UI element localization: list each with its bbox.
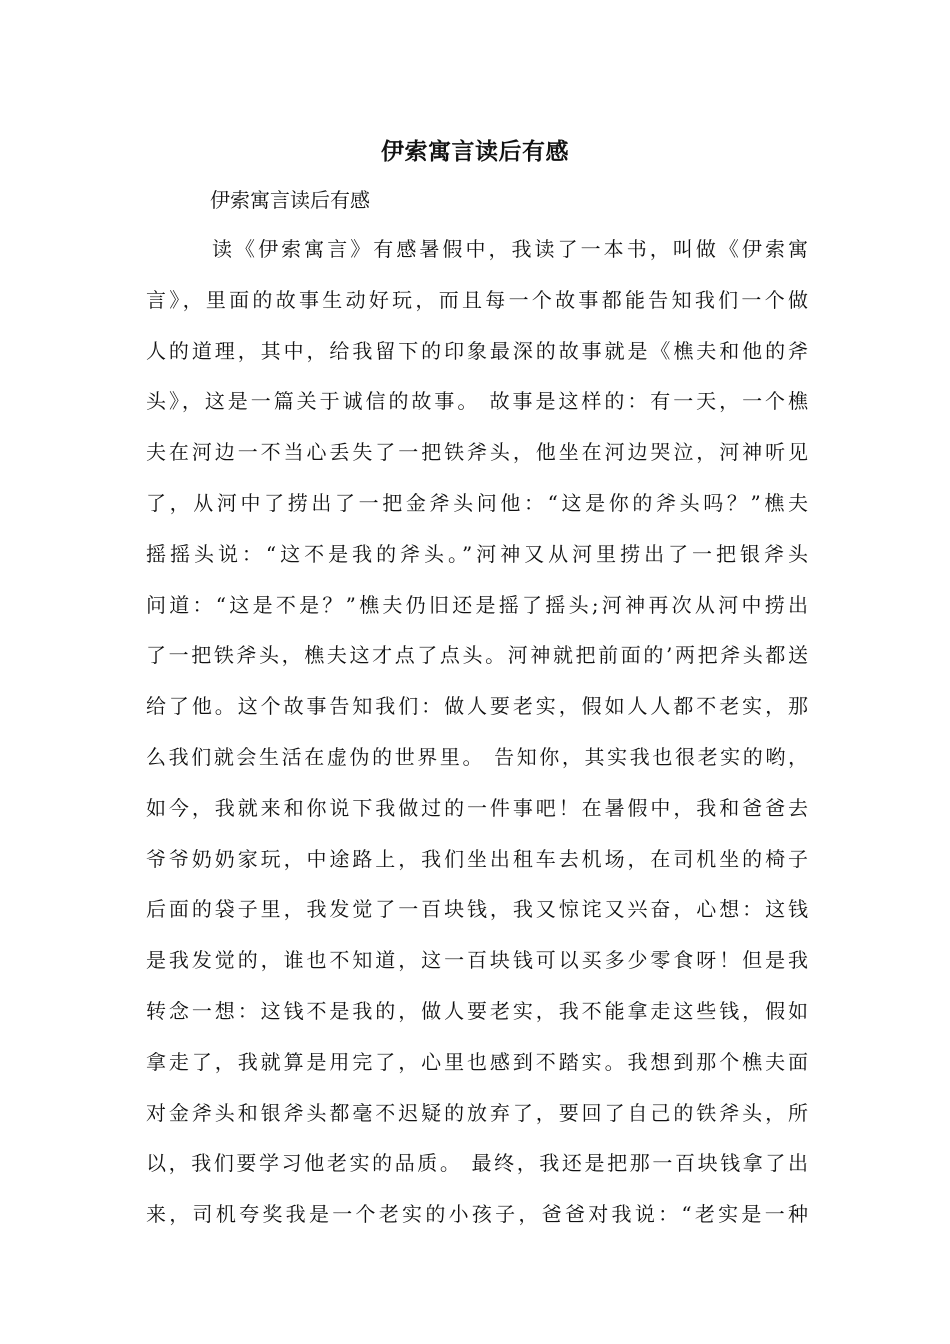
body-line: 对金斧头和银斧头都毫不迟疑的放弃了，要回了自己的铁斧头，所 [146,1100,808,1125]
body-line: 么我们就会生活在虚伪的世界里。 告知你，其实我也很老实的哟， [146,744,808,769]
body-line: 夫在河边一不当心丢失了一把铁斧头，他坐在河边哭泣，河神听见 [146,440,808,465]
body-line: 来，司机夸奖我是一个老实的小孩子，爸爸对我说：“老实是一种 [146,1202,808,1227]
body-line: 给了他。这个故事告知我们：做人要老实，假如人人都不老实，那 [146,694,808,719]
body-line: 爷爷奶奶家玩，中途路上，我们坐出租车去机场，在司机坐的椅子 [146,846,808,871]
body-line: 是我发觉的，谁也不知道，这一百块钱可以买多少零食呀！但是我 [146,948,808,973]
body-line: 如今，我就来和你说下我做过的一件事吧！在暑假中，我和爸爸去 [146,795,808,820]
document-body [146,231,808,1247]
body-line: 摇摇头说：“这不是我的斧头。”河神又从河里捞出了一把银斧头 [146,541,808,566]
body-line: 读《伊索寓言》有感暑假中，我读了一本书，叫做《伊索寓 [212,237,808,261]
body-line: 转念一想：这钱不是我的，做人要老实，我不能拿走这些钱，假如 [146,998,808,1023]
document-title: 伊索寓言读后有感 [381,138,569,165]
document-subtitle: 伊索寓言读后有感 [210,188,370,212]
body-line: 拿走了，我就算是用完了，心里也感到不踏实。我想到那个樵夫面 [146,1049,808,1074]
body-line: 人的道理，其中，给我留下的印象最深的故事就是《樵夫和他的斧 [146,338,808,363]
body-line: 头》，这是一篇关于诚信的故事。 故事是这样的：有一天，一个樵 [146,389,808,414]
body-line: 以，我们要学习他老实的品质。 最终，我还是把那一百块钱拿了出 [146,1151,808,1176]
body-line: 问道：“这是不是？”樵夫仍旧还是摇了摇头;河神再次从河中捞出 [146,592,808,617]
body-line: 后面的袋子里，我发觉了一百块钱，我又惊诧又兴奋，心想：这钱 [146,897,808,922]
body-line: 了一把铁斧头，樵夫这才点了点头。河神就把前面的’两把斧头都送 [146,643,808,668]
body-line: 言》，里面的故事生动好玩，而且每一个故事都能告知我们一个做 [146,287,808,312]
body-line: 了，从河中了捞出了一把金斧头问他：“这是你的斧头吗？”樵夫 [146,490,808,515]
